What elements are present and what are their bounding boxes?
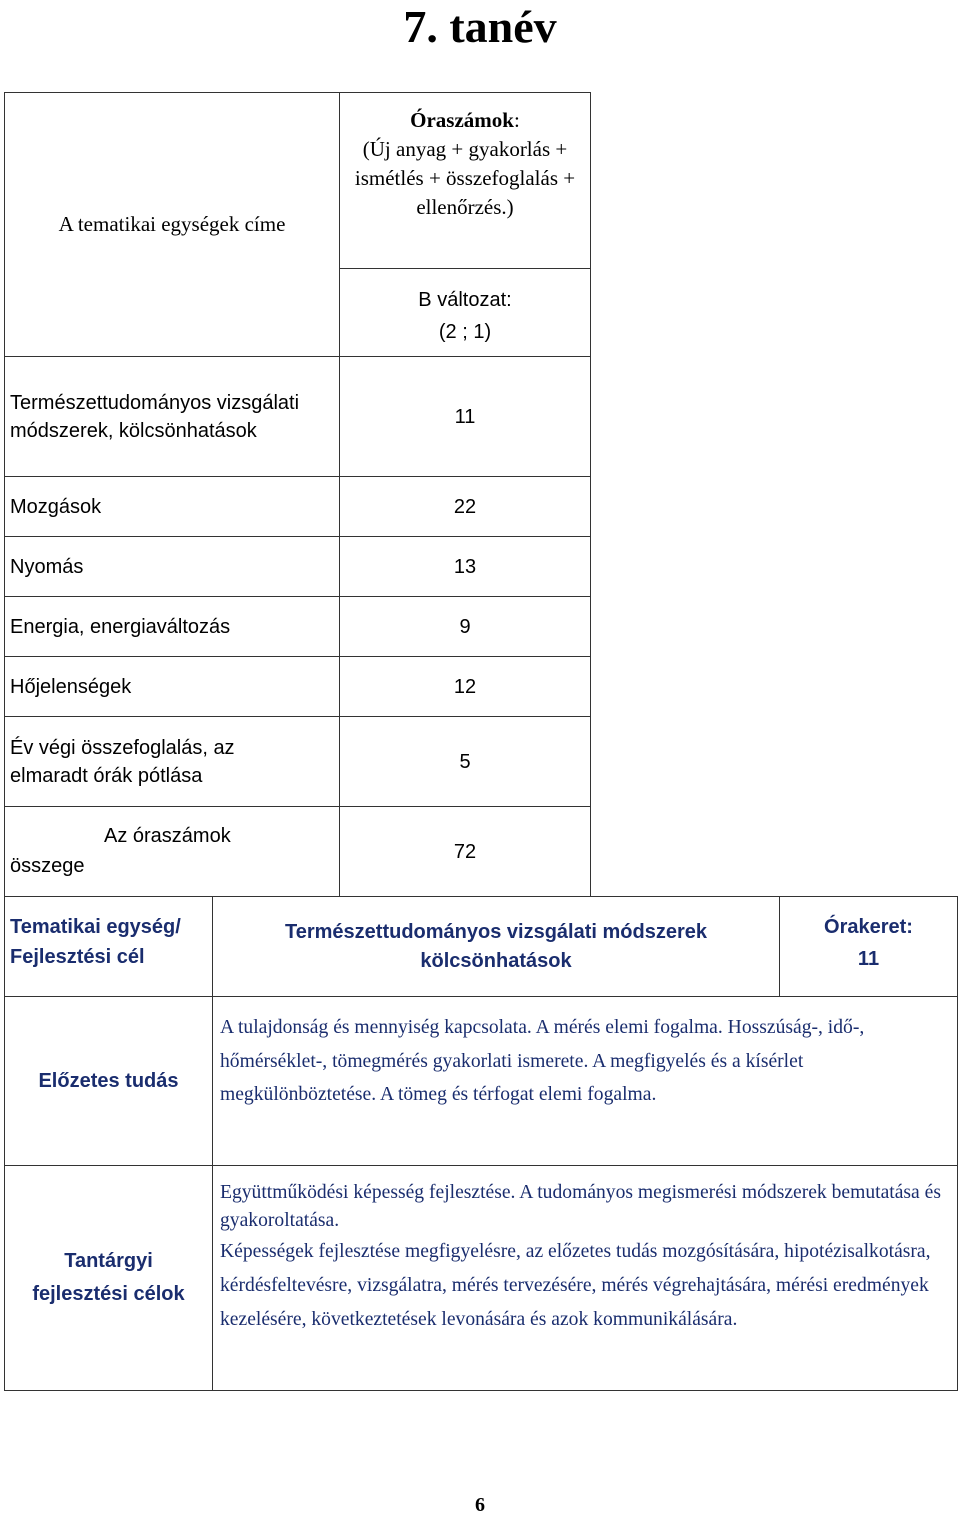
- variant-header: [340, 284, 590, 348]
- page-title: 7. tanév: [403, 1, 557, 52]
- goals-label: [5, 1166, 212, 1390]
- goals-text: [220, 1179, 950, 1337]
- hours-cell: 22: [453, 495, 477, 518]
- table-row-topic: [10, 477, 339, 536]
- table-row-topic: [10, 657, 339, 716]
- hours-allocation-label: Órakeret:: [824, 916, 913, 938]
- topic-cell: Természettudományos vizsgálati módszerek, kölcsönhatások: [10, 391, 300, 442]
- total-hours-value: 72: [453, 840, 477, 863]
- table-row-hours: [340, 717, 590, 806]
- page-number: 6: [475, 1494, 485, 1516]
- variant-label: B változat:: [418, 289, 512, 311]
- total-label-line2: összege: [10, 855, 85, 877]
- table-row-hours: [340, 657, 590, 716]
- table-row-topic: [10, 537, 339, 596]
- table-row-hours: [340, 357, 590, 476]
- hours-allocation: [780, 911, 957, 975]
- hours-allocation-value: 11: [857, 948, 880, 970]
- unit-label: Tematikai egység/ Fejlesztési cél: [10, 916, 181, 968]
- total-hours: [340, 807, 590, 896]
- table-row-topic: [10, 597, 339, 656]
- hours-cell: 12: [453, 675, 477, 698]
- topic-column-header-text: A tematikai egységek címe: [58, 212, 286, 236]
- unit-title-text: Természettudományos vizsgálati módszerek kölcsönhatások: [285, 920, 707, 972]
- topic-cell: Mozgások: [10, 495, 102, 518]
- table-row-topic: [10, 717, 310, 806]
- table-row-hours: [340, 537, 590, 596]
- hours-cell: 13: [453, 555, 477, 578]
- table-row-topic: [10, 357, 339, 476]
- goals-text-paragraph-2: Képességek fejlesztése megfigyelésre, az előzetes tudás mozgósítására, hipotézisalkotásra, kérdésfeltevésre, vizsgálatra, mérés tervezésére, mérés végrehajtására, mérési eredmények kezelésére, következtetések levonására és azok kommunikálására.: [220, 1241, 931, 1330]
- topic-cell: Hőjelenségek: [10, 675, 132, 698]
- hours-column-header-detail: : (Új anyag + gyakorlás + ismétlés + összefoglalás + ellenőrzés.): [354, 108, 576, 219]
- topic-cell: Év végi összefoglalás, az elmaradt órák pótlása: [10, 736, 235, 787]
- goals-label-text: Tantárgyi fejlesztési célok: [32, 1250, 185, 1305]
- hours-cell: 5: [459, 750, 471, 773]
- table-row-hours: [340, 477, 590, 536]
- topic-column-header: [5, 93, 339, 356]
- total-label-line1: Az óraszámok: [104, 825, 231, 847]
- goals-text-paragraph-1: Együttműködési képesség fejlesztése. A tudományos megismerési módszerek bemutatása és gyakoroltatása.: [220, 1182, 941, 1231]
- table-row-hours: [340, 597, 590, 656]
- topic-cell: Nyomás: [10, 555, 84, 578]
- prior-knowledge-label-text: Előzetes tudás: [38, 1070, 179, 1092]
- hours-column-header-title: Óraszámok: [410, 108, 514, 132]
- prior-knowledge-label: [5, 997, 212, 1165]
- hours-cell: 11: [454, 405, 476, 428]
- variant-split: (2 ; 1): [438, 321, 492, 343]
- unit-title: [213, 897, 779, 996]
- hours-cell: 9: [459, 615, 471, 638]
- topic-cell: Energia, energiaváltozás: [10, 615, 231, 638]
- prior-knowledge-text: A tulajdonság és mennyiség kapcsolata. A mérés elemi fogalma. Hosszúság-, idő-, hőmérséklet-, tömegmérés gyakorlati ismerete. A megfigyelés és a kísérlet megkülönböztetése. A tömeg és térfogat elemi fogalma.: [220, 1017, 865, 1105]
- hours-column-header: [340, 106, 590, 268]
